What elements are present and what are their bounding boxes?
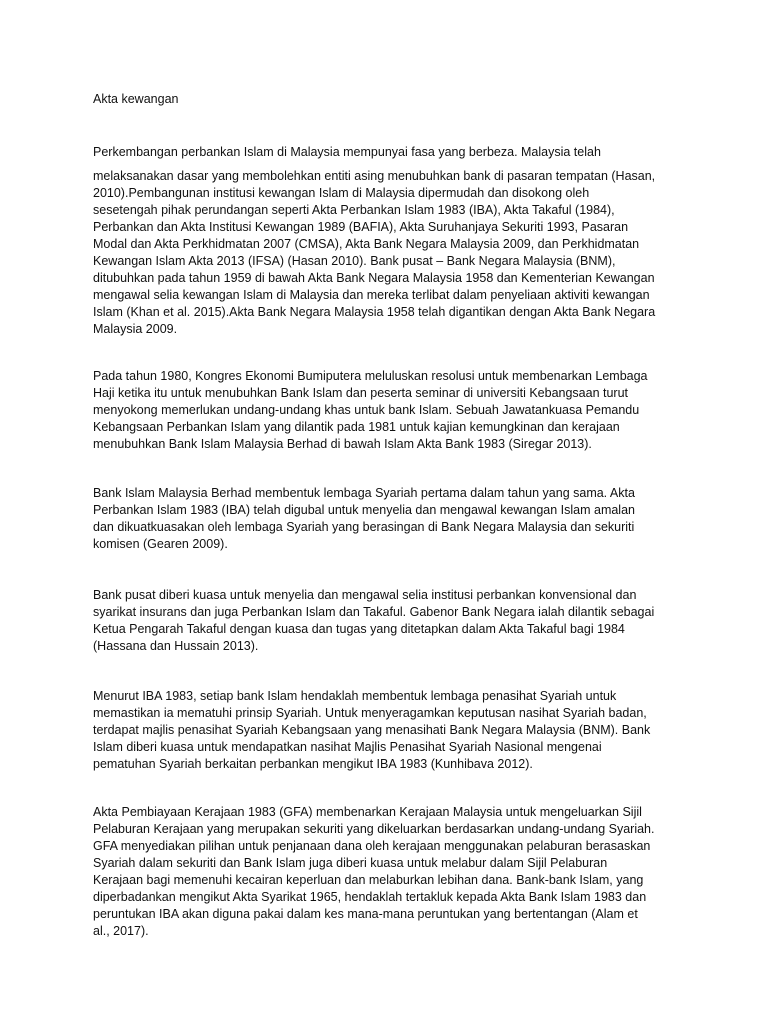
- paragraph-line: 2010).Pembangunan institusi kewangan Islam di Malaysia dipermudah dan disokong oleh: [93, 186, 590, 200]
- intro-line: Perkembangan perbankan Islam di Malaysia mempunyai fasa yang berbeza. Malaysia telah: [93, 145, 601, 159]
- paragraph-line: Malaysia 2009.: [93, 322, 178, 336]
- paragraph-line: al., 2017).: [93, 924, 149, 938]
- paragraph-line: melaksanakan dasar yang membolehkan entiti asing menubuhkan bank di pasaran tempatan (Hasan,: [93, 169, 656, 183]
- paragraph-line: dan dikuatkuasakan oleh lembaga Syariah yang berasingan di Bank Negara Malaysia dan sekuriti: [93, 520, 635, 534]
- paragraph-line: mengawal selia kewangan Islam di Malaysia dan mereka terlibat dalam penyeliaan aktiviti kewangan: [93, 288, 650, 302]
- paragraph-line: menyokong memerlukan undang-undang khas untuk bank Islam. Sebuah Jawatankuasa Pemandu: [93, 403, 640, 417]
- paragraph-line: syarikat insurans dan juga Perbankan Islam dan Takaful. Gabenor Bank Negara ialah dilantik sebagai: [93, 605, 655, 619]
- paragraph-line: Modal dan Akta Perkhidmatan 2007 (CMSA), Akta Bank Negara Malaysia 2009, dan Perkhidmatan: [93, 237, 640, 251]
- paragraph-2: [93, 368, 693, 453]
- paragraph-line: Bank pusat diberi kuasa untuk menyelia dan mengawal selia institusi perbankan konvensional dan: [93, 588, 637, 602]
- paragraph-line: Syariah dalam sekuriti dan Bank Islam juga diberi kuasa untuk melabur dalam Sijil Pelaburan: [93, 856, 608, 870]
- document-title: Akta kewangan: [93, 92, 179, 106]
- paragraph-line: GFA menyediakan pilihan untuk penjanaan dana oleh kerajaan menggunakan pelaburan berasaskan: [93, 839, 651, 853]
- paragraph-line: Akta Pembiayaan Kerajaan 1983 (GFA) membenarkan Kerajaan Malaysia untuk mengeluarkan Sijil: [93, 805, 642, 819]
- paragraph-line: Bank Islam Malaysia Berhad membentuk lembaga Syariah pertama dalam tahun yang sama. Akta: [93, 486, 635, 500]
- paragraph-line: Pada tahun 1980, Kongres Ekonomi Bumiputera meluluskan resolusi untuk membenarkan Lembaga: [93, 369, 648, 383]
- paragraph-line: Kewangan Islam Akta 2013 (IFSA) (Hasan 2010). Bank pusat – Bank Negara Malaysia (BNM),: [93, 254, 616, 268]
- paragraph-line: Perbankan dan Akta Institusi Kewangan 1989 (BAFIA), Akta Suruhanjaya Sekuriti 1993, Pasaran: [93, 220, 629, 234]
- paragraph-line: diperbadankan mengikut Akta Syarikat 1965, hendaklah tertakluk kepada Akta Bank Islam 1983 dan: [93, 890, 647, 904]
- paragraph-3: [93, 485, 693, 553]
- paragraph-line: Ketua Pengarah Takaful dengan kuasa dan tugas yang ditetapkan dalam Akta Takaful bagi 1984: [93, 622, 625, 636]
- paragraph-line: menubuhkan Bank Islam Malaysia Berhad di bawah Islam Akta Bank 1983 (Siregar 2013).: [93, 437, 592, 451]
- paragraph-line: Menurut IBA 1983, setiap bank Islam hendaklah membentuk lembaga penasihat Syariah untuk: [93, 689, 617, 703]
- paragraph-line: memastikan ia mematuhi prinsip Syariah. Untuk menyeragamkan keputusan nasihat Syariah badan,: [93, 706, 647, 720]
- paragraph-line: Islam diberi kuasa untuk mendapatkan nasihat Majlis Penasihat Syariah Nasional mengenai: [93, 740, 602, 754]
- paragraph-4: [93, 587, 693, 655]
- paragraph-line: ditubuhkan pada tahun 1959 di bawah Akta Bank Negara Malaysia 1958 dan Kementerian Kewangan: [93, 271, 655, 285]
- paragraph-line: terdapat majlis penasihat Syariah Kebangsaan yang menasihati Bank Negara Malaysia (BNM). Bank: [93, 723, 651, 737]
- paragraph-6: [93, 804, 693, 940]
- paragraph-line: (Hassana dan Hussain 2013).: [93, 639, 259, 653]
- paragraph-line: Haji ketika itu untuk menubuhkan Bank Islam dan peserta seminar di universiti Kebangsaan turut: [93, 386, 629, 400]
- paragraph-line: Pelaburan Kerajaan yang merupakan sekuriti yang dikeluarkan berdasarkan undang-undang Syariah.: [93, 822, 655, 836]
- paragraph-line: sesetengah pihak perundangan seperti Akta Perbankan Islam 1983 (IBA), Akta Takaful (1984),: [93, 203, 615, 217]
- paragraph-line: Islam (Khan et al. 2015).Akta Bank Negara Malaysia 1958 telah digantikan dengan Akta Bank Negara: [93, 305, 656, 319]
- paragraph-line: Perbankan Islam 1983 (IBA) telah digubal untuk menyelia dan mengawal kewangan Islam amalan: [93, 503, 635, 517]
- paragraph-line: Kebangsaan Perbankan Islam yang dilantik pada 1981 untuk kajian kemungkinan dan kerajaan: [93, 420, 620, 434]
- paragraph-1: [93, 168, 693, 338]
- paragraph-line: peruntukan IBA akan diguna pakai dalam kes mana-mana peruntukan yang bertentangan (Alam et: [93, 907, 638, 921]
- paragraph-line: komisen (Gearen 2009).: [93, 537, 228, 551]
- paragraph-line: pematuhan Syariah berkaitan perbankan mengikut IBA 1983 (Kunhibava 2012).: [93, 757, 533, 771]
- paragraph-5: [93, 688, 693, 773]
- paragraph-line: Kerajaan bagi memenuhi kecairan keperluan dan melaburkan lebihan dana. Bank-bank Islam, yang: [93, 873, 644, 887]
